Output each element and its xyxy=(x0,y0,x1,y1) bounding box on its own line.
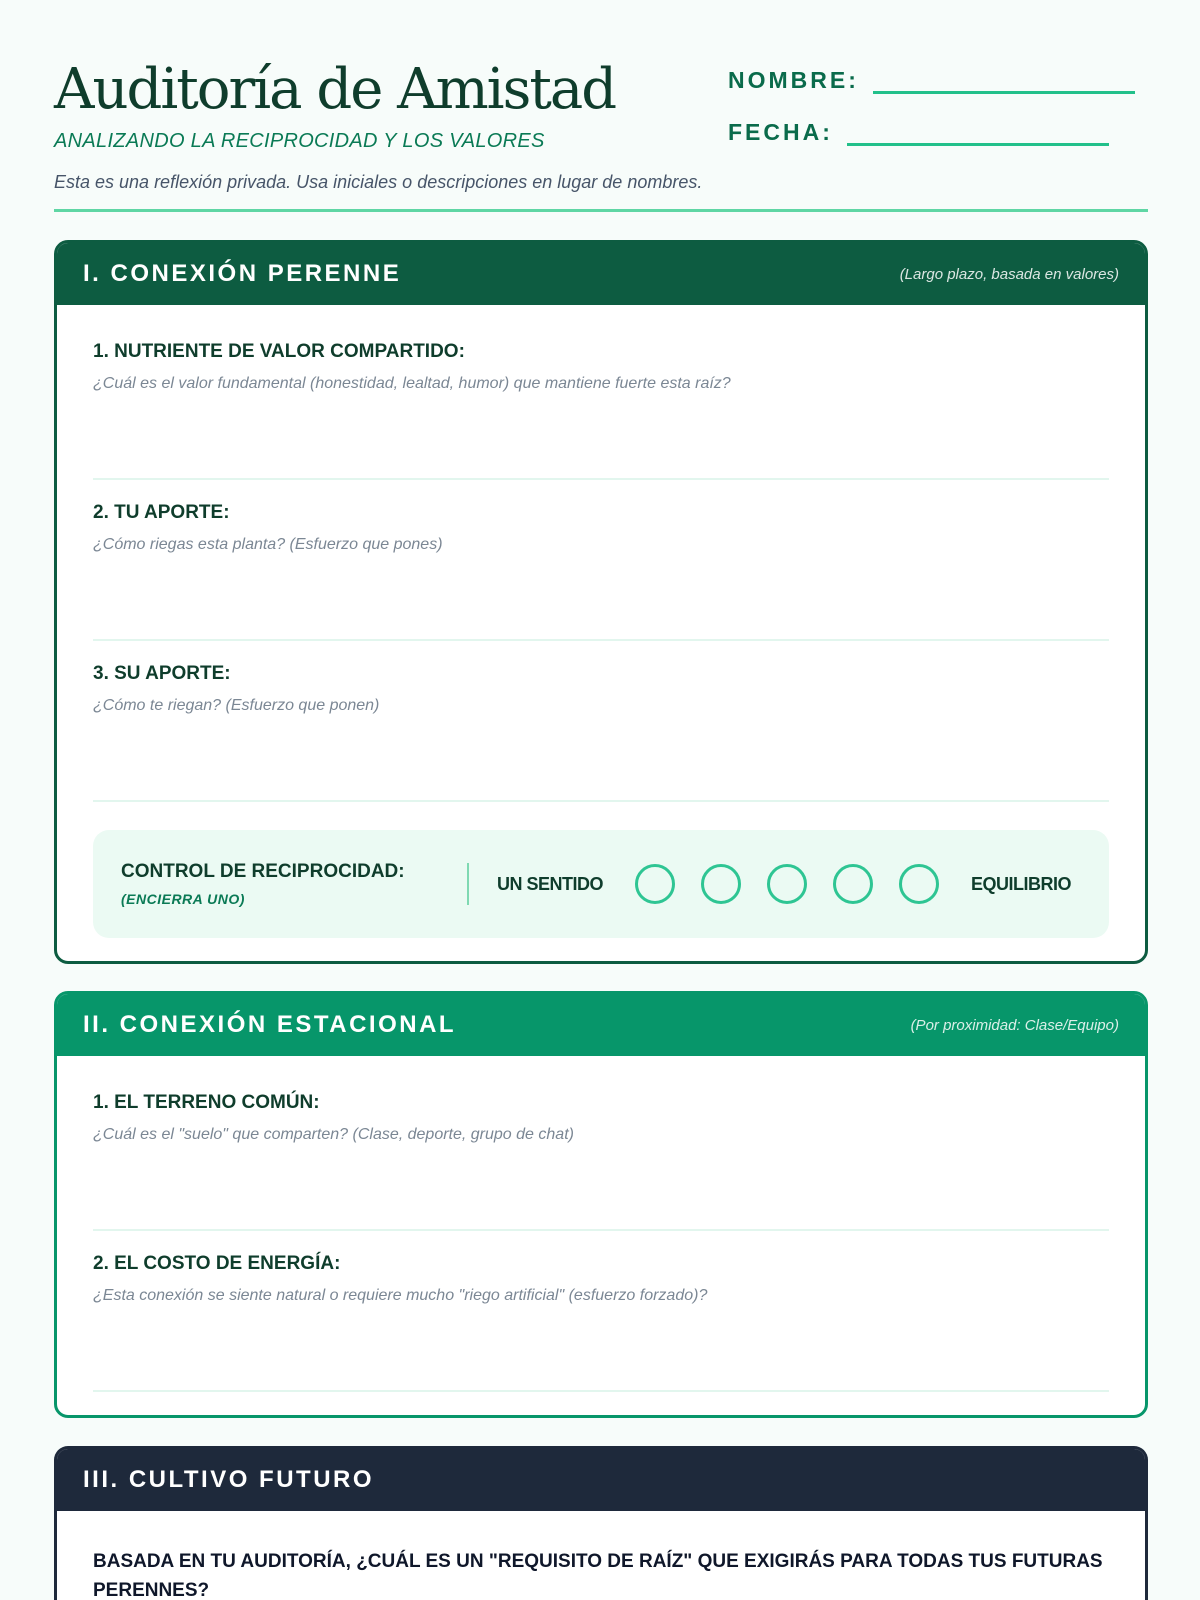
question-label: 3. SU APORTE: xyxy=(93,663,231,684)
reciprocity-check xyxy=(93,830,1109,938)
question-shared-value[interactable] xyxy=(93,319,1109,480)
section-perennial xyxy=(54,240,1148,964)
scale-option-5[interactable] xyxy=(899,864,939,904)
scale-option-4[interactable] xyxy=(833,864,873,904)
question-label: 1. EL TERRENO COMÚN: xyxy=(93,1092,320,1113)
worksheet-header xyxy=(54,58,1148,212)
section-note: (Por proximidad: Clase/Equipo) xyxy=(910,1016,1119,1034)
reciprocity-instruction: (ENCIERRA UNO) xyxy=(121,891,245,907)
page-title: Auditoría de Amistad xyxy=(54,57,616,122)
section-title: I. CONEXIÓN PERENNE xyxy=(83,260,402,287)
question-label: 2. EL COSTO DE ENERGÍA: xyxy=(93,1253,341,1274)
section-title: III. CULTIVO FUTURO xyxy=(83,1466,375,1493)
section-seasonal-header xyxy=(57,994,1145,1056)
question-your-contribution[interactable] xyxy=(93,480,1109,641)
section-future xyxy=(54,1446,1148,1600)
question-label: 1. NUTRIENTE DE VALOR COMPARTIDO: xyxy=(93,341,465,362)
section-perennial-header xyxy=(57,243,1145,305)
name-row xyxy=(728,66,1135,94)
reciprocity-scale xyxy=(497,864,1071,904)
question-hint: ¿Cuál es el "suelo" que comparten? (Clase, deporte, grupo de chat) xyxy=(93,1126,574,1143)
name-label: NOMBRE: xyxy=(728,67,859,93)
root-requirement-question: BASADA EN TU AUDITORÍA, ¿CUÁL ES UN "REQUISITO DE RAÍZ" QUE EXIGIRÁS PARA TODAS TUS FUTURAS PERENNES? xyxy=(93,1551,1103,1600)
question-hint: ¿Cómo riegas esta planta? (Esfuerzo que pones) xyxy=(93,536,443,553)
section-note: (Largo plazo, basada en valores) xyxy=(899,265,1119,283)
page-subtitle: ANALIZANDO LA RECIPROCIDAD Y LOS VALORES xyxy=(54,130,545,152)
scale-option-1[interactable] xyxy=(635,864,675,904)
question-their-contribution[interactable] xyxy=(93,641,1109,802)
date-field[interactable] xyxy=(847,118,1109,146)
privacy-note: Esta es una reflexión privada. Usa iniciales o descripciones en lugar de nombres. xyxy=(54,172,703,192)
name-field[interactable] xyxy=(873,66,1135,94)
question-common-ground[interactable] xyxy=(93,1070,1109,1231)
scale-low-label: UN SENTIDO xyxy=(497,873,604,894)
question-hint: ¿Cómo te riegan? (Esfuerzo que ponen) xyxy=(93,697,380,714)
question-energy-cost[interactable] xyxy=(93,1231,1109,1392)
question-hint: ¿Cuál es el valor fundamental (honestidad, lealtad, humor) que mantiene fuerte esta raíz? xyxy=(93,375,731,392)
section-seasonal xyxy=(54,991,1148,1418)
reciprocity-label: CONTROL DE RECIPROCIDAD: xyxy=(121,861,405,882)
date-row xyxy=(728,118,1109,146)
scale-option-3[interactable] xyxy=(767,864,807,904)
section-future-header xyxy=(57,1449,1145,1511)
scale-high-label: EQUILIBRIO xyxy=(971,873,1072,894)
section-title: II. CONEXIÓN ESTACIONAL xyxy=(83,1011,457,1038)
date-label: FECHA: xyxy=(728,119,833,145)
question-label: 2. TU APORTE: xyxy=(93,502,230,523)
scale-option-2[interactable] xyxy=(701,864,741,904)
question-hint: ¿Esta conexión se siente natural o requiere mucho "riego artificial" (esfuerzo forzado)? xyxy=(93,1287,708,1304)
